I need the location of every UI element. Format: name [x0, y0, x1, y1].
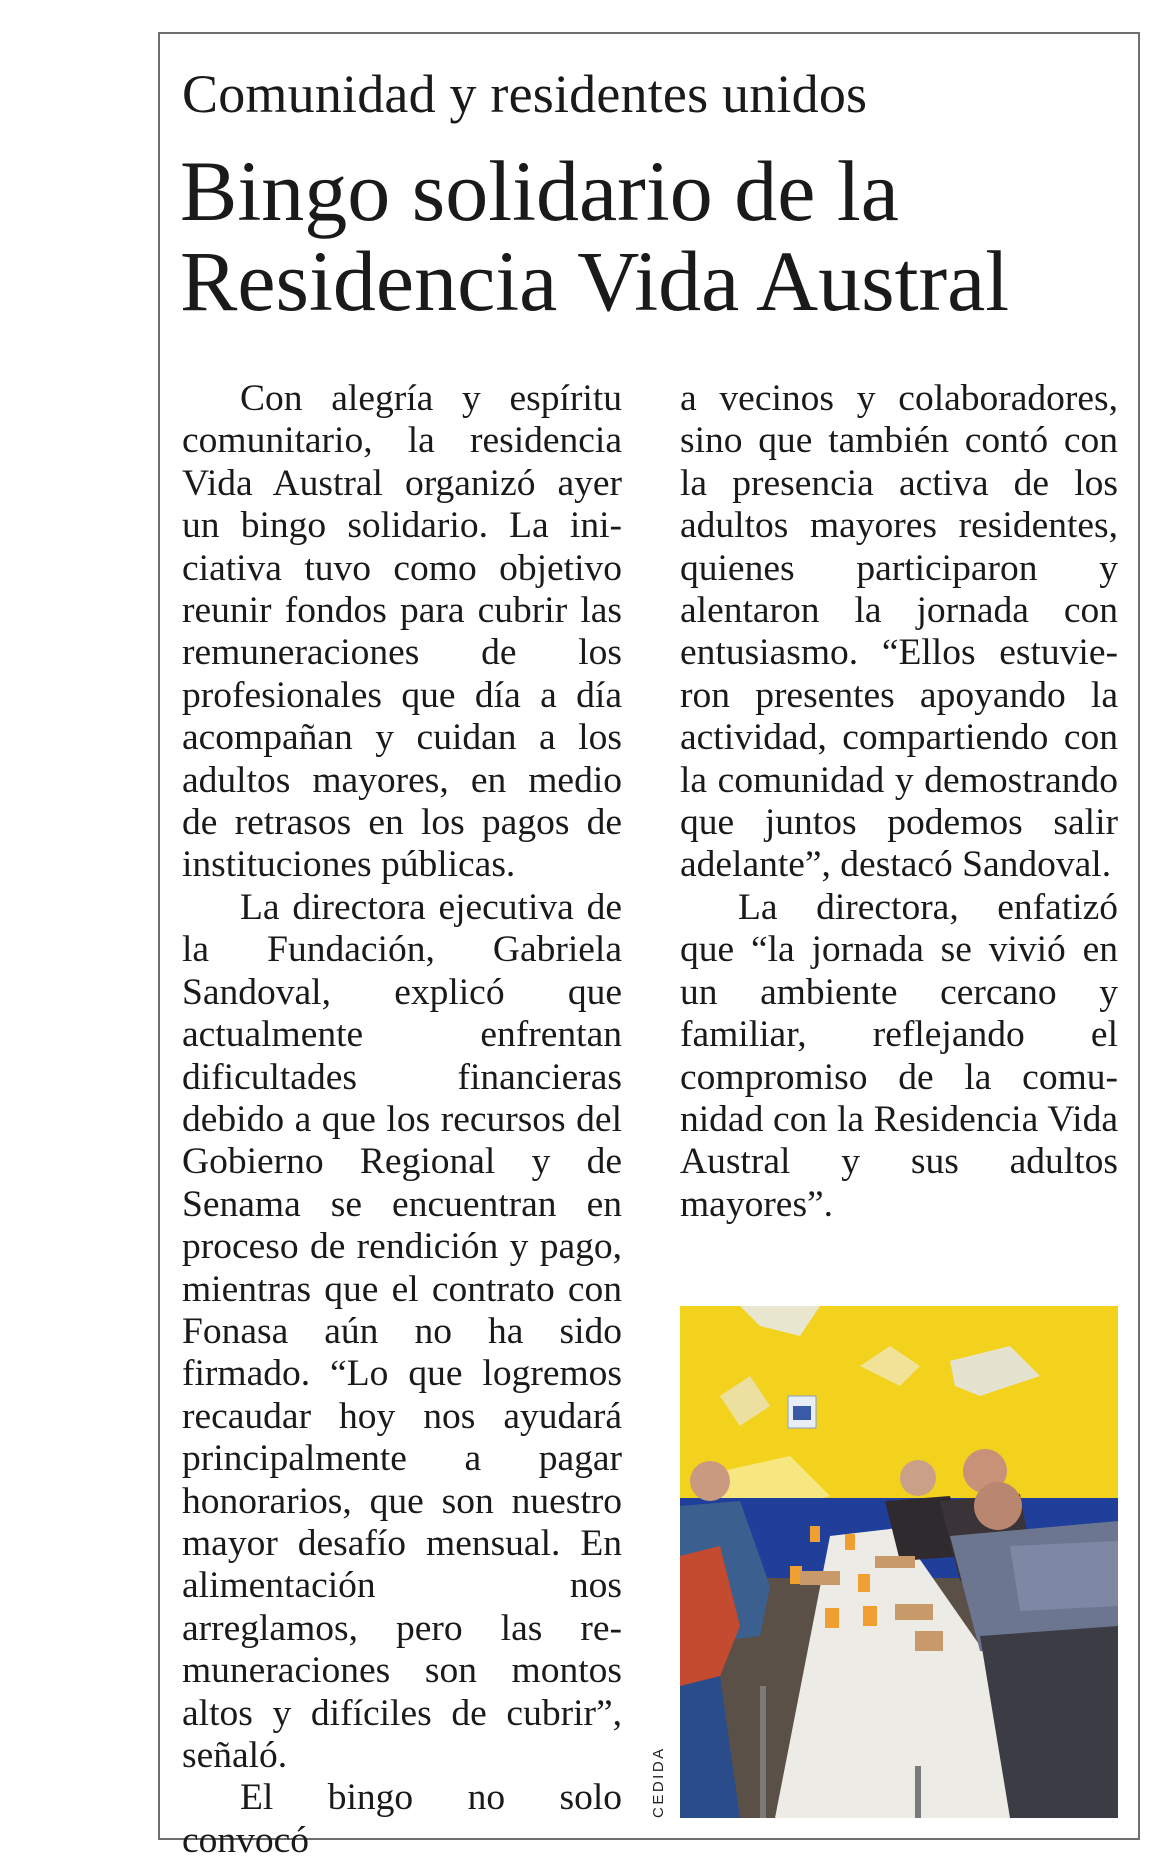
paragraph: La directora ejecutiva de la Fundación, Gabriela Sandoval, explicó que actualmente enfrentan dificultades financieras debido a que los recursos del Gobierno Regional y de Senama se encuentran en proceso de rendición y pago, mientras que el contrato con Fonasa aún no ha sido firmado. “Lo que logremos recaudar hoy nos ayudará principalmente a pagar honorarios, que son nuestro mayor desafío mensual. En alimentación nos arreglamos, pero las remuneraciones son montos altos y difíciles de cubrir”, señaló.: [182, 886, 622, 1776]
photo-credit: CEDIDA: [650, 1746, 667, 1818]
paragraph: a vecinos y colaboradores, sino que también contó con la presencia activa de los adultos mayores residentes, quienes participaron y alentaron la jornada con entusiasmo. “Ellos estuvieron presentes apoyando la actividad, compartiendo con la comunidad y demostrando que juntos podemos salir adelante”, destacó Sandoval.: [680, 378, 1118, 886]
paragraph: Con alegría y espíritu comunitario, la residencia Vida Austral organizó ayer un bingo solidario. La iniciativa tuvo como objetivo reunir fondos para cubrir las remuneraciones de los profesionales que día a día acompañan y cuidan a los adultos mayores, en medio de retrasos en los pagos de instituciones públicas.: [182, 378, 622, 886]
article-kicker: Comunidad y residentes unidos: [182, 64, 868, 124]
article-headline: Bingo solidario de la Residencia Vida Austral: [180, 143, 1010, 329]
bingo-photo-illustration: [680, 1306, 1118, 1818]
paragraph: El bingo no solo convocó: [182, 1777, 622, 1861]
bingo-photo: [680, 1306, 1118, 1818]
right-column: [680, 378, 1118, 1226]
left-column: [182, 378, 622, 1862]
paragraph: La directora, enfatizó que “la jornada se vivió en un ambiente cercano y familiar, reflejando el compromiso de la comunidad con la Residencia Vida Austral y sus adultos mayores”.: [680, 886, 1118, 1225]
